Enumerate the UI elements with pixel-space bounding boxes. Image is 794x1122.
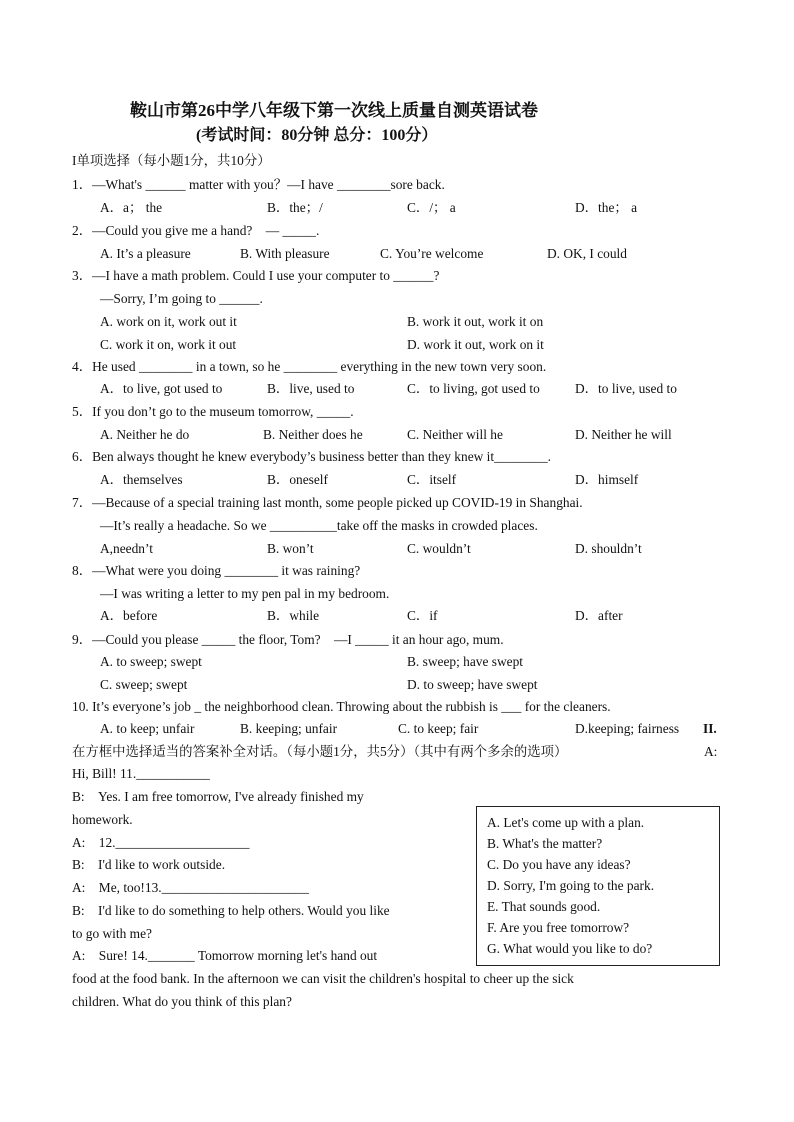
q9-option-a: A. to sweep; swept: [100, 654, 202, 669]
q7-stem-reply: —It’s really a headache. So we __________take off the masks in crowded places.: [100, 518, 538, 533]
dialog-line: B: I'd like to do something to help others. Would you like: [72, 903, 390, 918]
q7-option-a: A,needn’t: [100, 541, 153, 556]
q7-stem: 7．—Because of a special training last month, some people picked up COVID-19 in Shanghai.: [72, 495, 583, 510]
q6-option-b: B．oneself: [267, 472, 328, 487]
section1-heading: I单项选择（每小题1分，共10分）: [72, 153, 271, 168]
q10-option-a: A. to keep; unfair: [100, 721, 195, 736]
q9-option-c: C. sweep; swept: [100, 677, 188, 692]
q4-option-b: B．live, used to: [267, 381, 355, 396]
box-option-g: G. What would you like to do?: [487, 941, 653, 956]
q9-option-b: B. sweep; have swept: [407, 654, 524, 669]
dialog-line: homework.: [72, 812, 133, 827]
q7-option-d: D. shouldn’t: [575, 541, 642, 556]
q10-option-c: C. to keep; fair: [398, 721, 479, 736]
dialog-line: B: Yes. I am free tomorrow, I've already finished my: [72, 789, 364, 804]
q6-stem: 6．Ben always thought he knew everybody’s business better than they knew it________.: [72, 449, 552, 464]
q7-option-b: B. won’t: [267, 541, 314, 556]
options-box: [476, 806, 720, 966]
q4-stem: 4．He used ________ in a town, so he ________ everything in the new town very soon.: [72, 359, 547, 374]
section2-heading: 在方框中选择适当的答案补全对话。（每小题1分，共5分）（其中有两个多余的选项）: [72, 744, 568, 759]
exam-subtitle: (考试时间：80分钟 总分：100分）: [196, 127, 438, 144]
q4-option-a: A．to live, got used to: [100, 381, 223, 396]
box-option-e: E. That sounds good.: [487, 899, 601, 914]
dialog-line: A: Sure! 14._______ Tomorrow morning let's hand out: [72, 948, 378, 963]
dialog-line: A: Me, too!13.______________________: [72, 880, 309, 895]
q3-option-b: B. work it out, work it on: [407, 314, 544, 329]
q8-option-d: D．after: [575, 608, 623, 623]
q10-option-b: B. keeping; unfair: [240, 721, 338, 736]
box-option-a: A. Let's come up with a plan.: [487, 815, 645, 830]
q4-option-d: D．to live, used to: [575, 381, 677, 396]
box-option-c: C. Do you have any ideas?: [487, 857, 631, 872]
dialog-line: A: 12.____________________: [72, 835, 250, 850]
q2-option-d: D. OK, I could: [547, 246, 627, 261]
q6-option-a: A．themselves: [100, 472, 183, 487]
q7-option-c: C. wouldn’t: [407, 541, 471, 556]
q2-option-c: C. You’re welcome: [380, 246, 484, 261]
q3-option-d: D. work it out, work on it: [407, 337, 544, 352]
section2-roman-numeral: II.: [703, 721, 717, 736]
q6-option-d: D．himself: [575, 472, 639, 487]
dialog-line: B: I'd like to work outside.: [72, 857, 226, 872]
dialog-line: children. What do you think of this plan?: [72, 994, 292, 1009]
q1-option-c: C．/； a: [407, 200, 456, 215]
exam-title: 鞍山市第26中学八年级下第一次线上质量自测英语试卷: [130, 101, 538, 120]
q3-stem: 3．—I have a math problem. Could I use your computer to ______?: [72, 268, 440, 283]
q2-option-b: B. With pleasure: [240, 246, 330, 261]
dialog-line: Hi, Bill! 11.___________: [72, 766, 210, 781]
q5-option-b: B. Neither does he: [263, 427, 363, 442]
q3-option-c: C. work it on, work it out: [100, 337, 237, 352]
q1-option-a: A．a； the: [100, 200, 163, 215]
q5-option-c: C. Neither will he: [407, 427, 503, 442]
q5-stem: 5．If you don’t go to the museum tomorrow, _____.: [72, 404, 354, 419]
q3-stem-reply: —Sorry, I’m going to ______.: [100, 291, 263, 306]
q8-option-a: A．before: [100, 608, 158, 623]
q3-option-a: A. work on it, work out it: [100, 314, 237, 329]
box-option-d: D. Sorry, I'm going to the park.: [487, 878, 655, 893]
section2-heading-speaker: A:: [704, 744, 718, 759]
q9-stem: 9．—Could you please _____ the floor, Tom? —I _____ it an hour ago, mum.: [72, 632, 504, 647]
q10-option-d: D.keeping; fairness: [575, 721, 680, 736]
q8-stem-reply: —I was writing a letter to my pen pal in my bedroom.: [100, 586, 390, 601]
q9-option-d: D. to sweep; have swept: [407, 677, 538, 692]
q8-option-c: C．if: [407, 608, 438, 623]
dialog-line: food at the food bank. In the afternoon we can visit the children's hospital to cheer up the sick: [72, 971, 574, 986]
q6-option-c: C．itself: [407, 472, 457, 487]
q1-option-b: B．the；/: [267, 200, 323, 215]
box-option-f: F. Are you free tomorrow?: [487, 920, 630, 935]
q2-stem: 2．—Could you give me a hand? — _____.: [72, 223, 320, 238]
q8-option-b: B．while: [267, 608, 320, 623]
q1-stem: 1．—What's ______ matter with you？—I have ________sore back.: [72, 177, 445, 192]
q2-option-a: A. It’s a pleasure: [100, 246, 191, 261]
q1-option-d: D．the； a: [575, 200, 638, 215]
q5-option-a: A. Neither he do: [100, 427, 190, 442]
q8-stem: 8．—What were you doing ________ it was raining?: [72, 563, 361, 578]
box-option-b: B. What's the matter?: [487, 836, 603, 851]
q4-option-c: C．to living, got used to: [407, 381, 540, 396]
q10-stem: 10. It’s everyone’s job _ the neighborhood clean. Throwing about the rubbish is ___ for the cleaners.: [72, 699, 611, 714]
q5-option-d: D. Neither he will: [575, 427, 672, 442]
dialog-line: to go with me?: [72, 926, 152, 941]
